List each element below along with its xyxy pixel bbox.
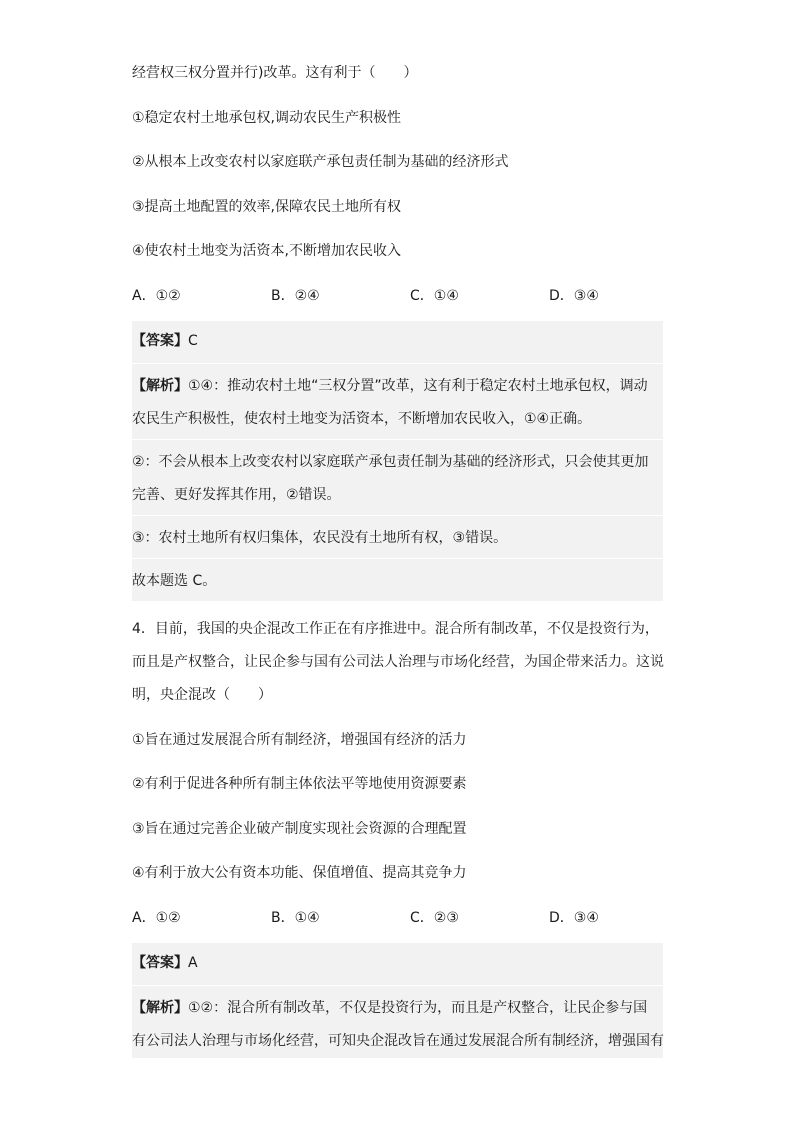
q3-item-3: ③提高土地配置的效率,保障农民土地所有权 [132,198,401,215]
q4-analysis-1-line2: 有公司法人治理与市场化经营，可知央企混改旨在通过发展混合所有制经济，增强国有 [132,1033,664,1049]
q3-analysis-1-line2: 农民生产积极性，使农村土地变为活资本，不断增加农民收入，①④正确。 [132,411,592,427]
q4-answer: 【答案】A [132,955,198,971]
q3-analysis-2-line2: 完善、更好发挥其作用，②错误。 [132,487,341,503]
q3-options [132,285,664,307]
q3-analysis-2-line1: ②：不会从根本上改变农村以家庭联产承包责任制为基础的经济形式，只会使其更加 [132,454,649,470]
q3-analysis-3: ③：农村土地所有权归集体，农民没有土地所有权，③错误。 [132,530,508,546]
q4-item-2: ②有利于促进各种所有制主体依法平等地使用资源要素 [132,776,467,792]
q3-analysis-1-line1: 【解析】①④：推动农村土地“三权分置”改革，这有利于稳定农村土地承包权，调动 [132,378,648,394]
q3-option-b: B．②④ [271,287,320,304]
q3-option-d: D．③④ [549,287,599,304]
q4-option-a: A．①② [132,909,181,926]
q3-option-a: A．①② [132,287,181,304]
q4-item-1: ①旨在通过发展混合所有制经济，增强国有经济的活力 [132,731,467,748]
q3-item-4: ④使农村土地变为活资本,不断增加农民收入 [132,243,401,259]
q4-option-d: D．③④ [549,909,599,926]
q3-stem-tail: 经营权三权分置并行)改革。这有利于（ ） [132,65,418,81]
q4-stem-line1: 4．目前，我国的央企混改工作正在有序推进中。混合所有制改革，不仅是投资行为， [132,621,659,637]
q4-item-4: ④有利于放大公有资本功能、保值增值、提高其竞争力 [132,865,467,881]
q4-option-c: C．②③ [410,909,459,926]
q3-item-2: ②从根本上改变农村以家庭联产承包责任制为基础的经济形式 [132,154,509,170]
q4-stem-line3: 明，央企混改（ ） [132,687,272,703]
q4-item-3: ③旨在通过完善企业破产制度实现社会资源的合理配置 [132,820,467,837]
q3-answer: 【答案】C [132,333,198,349]
q3-solution-block [132,321,663,601]
q4-options [132,907,664,929]
document-page [132,62,664,1058]
q3-option-c: C．①④ [410,287,459,304]
q4-solution-block [132,943,663,1058]
q4-option-b: B．①④ [271,909,320,926]
q4-stem-line2: 而且是产权整合，让民企参与国有公司法人治理与市场化经营，为国企带来活力。这说 [132,654,664,670]
q3-conclusion: 故本题选 C。 [132,573,217,589]
q4-analysis-1-line1: 【解析】①②：混合所有制改革，不仅是投资行为，而且是产权整合，让民企参与国 [132,1000,648,1016]
q3-item-1: ①稳定农村土地承包权,调动农民生产积极性 [132,109,401,126]
